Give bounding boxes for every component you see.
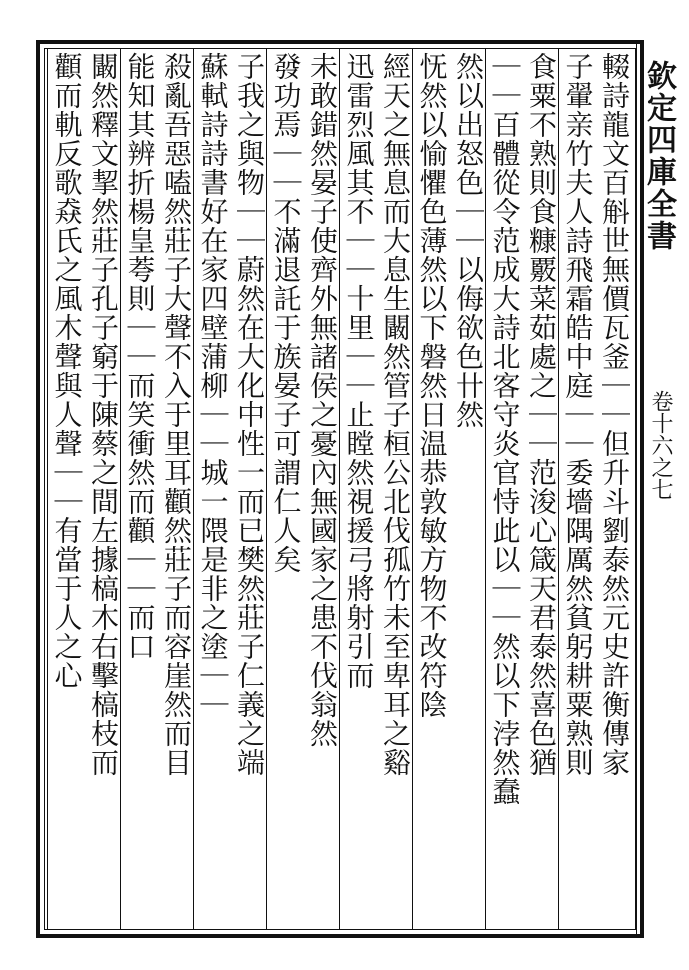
text-column: 能知其辨折楊皇荂則｜｜而笑衝然而顴｜｜而口	[123, 52, 157, 661]
text-column: 子翬亲竹夫人詩飛霜皓中庭｜｜委墻隅厲然貧躬耕粟熟則	[561, 52, 595, 777]
text-column: 迅雷烈風其不｜｜十里｜｜止瞠然視援弓將射引而	[342, 52, 376, 690]
volume-label: 卷十六之七	[648, 390, 673, 500]
text-column: 蘇軾詩詩書好在家四壁蒲柳｜｜城一隈是非之塗｜｜	[196, 52, 230, 719]
text-column: 食粟不熟則食糠覈菜茹處之｜｜范浚心箴天君泰然喜色猶	[525, 52, 558, 777]
text-column: 子我之與物｜｜蔚然在大化中性一而已樊然莊子仁義之端	[233, 52, 266, 777]
page-header	[640, 60, 680, 920]
text-column: ｜｜百體從令范成大詩北客守炎官恃此以｜｜然以下浡然蠢	[488, 52, 522, 806]
text-column: 輟詩龍文百斛世無價瓦釜｜｜但升斗劉泰然元史許衡傳家	[598, 52, 631, 777]
column-rule	[47, 48, 48, 930]
text-column: 怃然以愉懼色薄然以下磐然日温恭敦敏方物不改符陰	[415, 52, 449, 719]
book-title: 欽定四庫全書	[641, 60, 676, 252]
text-column: 闞然釋文挈然莊子孔子窮于陳蔡之間左據槁木右擊槁枝而	[87, 52, 120, 777]
text-column: 發功焉｜｜不滿退託于族晏子可謂仁人矣	[269, 52, 303, 574]
text-column: 經天之無息而大息生闞然管子桓公北伐孤竹未至卑耳之谿	[379, 52, 412, 777]
text-column: 殺亂吾惡嗑然莊子大聲不入于里耳顴然莊子而容崖然而目	[160, 52, 193, 777]
text-column: 顴而軌反歌猋氏之風木聲與人聲｜｜有當于人之心	[50, 52, 84, 690]
text-column: 然以出怒色｜｜以侮欲色卄然	[452, 52, 485, 429]
text-column: 未敢錯然晏子使齊外無諸侯之憂內無國家之患不伐翁然	[306, 52, 339, 748]
